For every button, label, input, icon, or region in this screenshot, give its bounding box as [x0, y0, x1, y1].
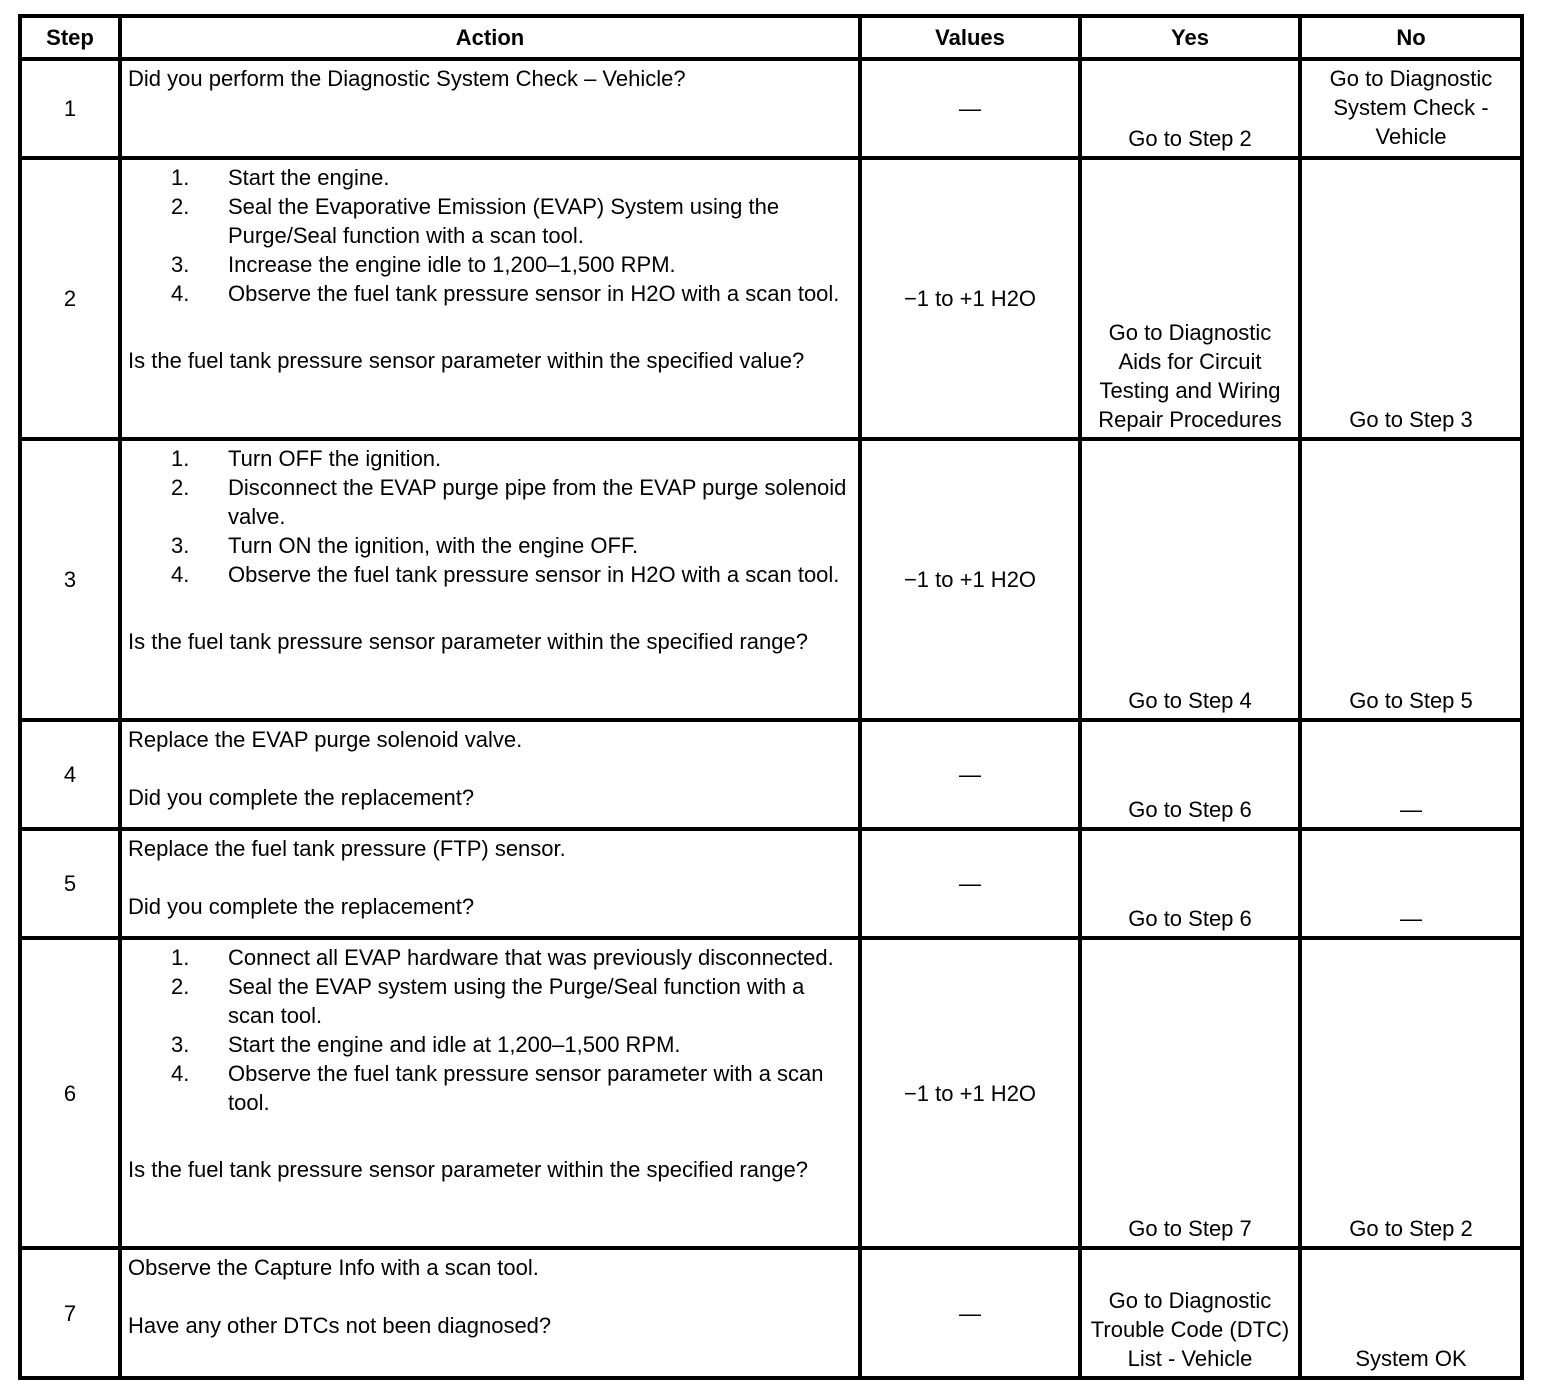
header-values: Values	[860, 16, 1080, 59]
header-step: Step	[20, 16, 120, 59]
action-list-item	[128, 531, 852, 560]
step-number: 7	[20, 1248, 120, 1378]
action-list-item	[128, 972, 852, 1030]
list-item-text: Connect all EVAP hardware that was previously disconnected.	[228, 945, 834, 970]
list-number	[128, 192, 228, 250]
spacer	[128, 863, 852, 892]
no-cell: —	[1300, 829, 1522, 938]
action-question: Have any other DTCs not been diagnosed?	[128, 1313, 552, 1338]
list-number-text: 3.	[171, 1032, 190, 1057]
action-list-item	[128, 250, 852, 279]
action-question: Is the fuel tank pressure sensor parameter within the specified range?	[128, 1157, 808, 1182]
action-intro: Replace the fuel tank pressure (FTP) sensor.	[128, 836, 566, 861]
list-number-text: 4.	[171, 562, 190, 587]
no-cell: System OK	[1300, 1248, 1522, 1378]
yes-cell: Go to Step 4	[1080, 439, 1300, 720]
step-number: 2	[20, 158, 120, 439]
values-cell: —	[860, 59, 1080, 158]
step-number: 1	[20, 59, 120, 158]
list-number	[128, 444, 228, 473]
no-cell: Go to Step 2	[1300, 938, 1522, 1248]
action-list-item	[128, 192, 852, 250]
action-cell	[120, 829, 860, 938]
action-cell	[120, 59, 860, 158]
action-cell	[120, 1248, 860, 1378]
header-no: No	[1300, 16, 1522, 59]
spacer	[128, 1117, 852, 1155]
step-number: 4	[20, 720, 120, 829]
yes-cell: Go to Step 6	[1080, 829, 1300, 938]
list-number-text: 2.	[171, 475, 190, 500]
list-number	[128, 972, 228, 1030]
table-row	[20, 59, 1522, 158]
values-cell: —	[860, 829, 1080, 938]
action-cell	[120, 439, 860, 720]
no-cell: Go to Step 3	[1300, 158, 1522, 439]
values-cell: −1 to +1 H2O	[860, 938, 1080, 1248]
action-question: Did you complete the replacement?	[128, 785, 475, 810]
step-number: 6	[20, 938, 120, 1248]
list-number-text: 2.	[171, 194, 190, 219]
spacer	[128, 308, 852, 346]
list-item-text: Observe the fuel tank pressure sensor in H2O with a scan tool.	[228, 562, 840, 587]
spacer	[128, 754, 852, 783]
list-item-text: Observe the fuel tank pressure sensor parameter with a scan tool.	[228, 1061, 824, 1115]
action-list-item	[128, 444, 852, 473]
table-body	[20, 59, 1522, 1378]
list-item-text: Start the engine and idle at 1,200–1,500 RPM.	[228, 1032, 681, 1057]
action-intro: Replace the EVAP purge solenoid valve.	[128, 727, 523, 752]
list-item-text: Observe the fuel tank pressure sensor in H2O with a scan tool.	[228, 281, 840, 306]
list-number	[128, 1030, 228, 1059]
yes-cell: Go to Step 7	[1080, 938, 1300, 1248]
table-row	[20, 1248, 1522, 1378]
table-row	[20, 829, 1522, 938]
action-cell	[120, 938, 860, 1248]
header-yes: Yes	[1080, 16, 1300, 59]
list-number	[128, 473, 228, 531]
spacer	[128, 589, 852, 627]
action-list-item	[128, 1059, 852, 1117]
list-number	[128, 943, 228, 972]
action-intro: Observe the Capture Info with a scan tool.	[128, 1255, 539, 1280]
values-cell: −1 to +1 H2O	[860, 439, 1080, 720]
step-number: 5	[20, 829, 120, 938]
table-row	[20, 720, 1522, 829]
list-number-text: 3.	[171, 533, 190, 558]
list-number-text: 1.	[171, 945, 190, 970]
step-number: 3	[20, 439, 120, 720]
list-number	[128, 531, 228, 560]
action-question: Is the fuel tank pressure sensor parameter within the specified range?	[128, 629, 808, 654]
list-item-text: Seal the EVAP system using the Purge/Seal function with a scan tool.	[228, 974, 805, 1028]
list-number	[128, 279, 228, 308]
action-list-item	[128, 560, 852, 589]
no-cell: —	[1300, 720, 1522, 829]
list-item-text: Disconnect the EVAP purge pipe from the EVAP purge solenoid valve.	[228, 475, 847, 529]
action-list-item	[128, 473, 852, 531]
list-item-text: Turn ON the ignition, with the engine OFF.	[228, 533, 639, 558]
action-question: Did you complete the replacement?	[128, 894, 475, 919]
action-list-item	[128, 279, 852, 308]
values-cell: −1 to +1 H2O	[860, 158, 1080, 439]
list-number-text: 1.	[171, 446, 190, 471]
yes-cell: Go to Diagnostic Trouble Code (DTC) List - Vehicle	[1080, 1248, 1300, 1378]
yes-cell: Go to Step 6	[1080, 720, 1300, 829]
no-cell: Go to Step 5	[1300, 439, 1522, 720]
list-number	[128, 560, 228, 589]
list-number	[128, 163, 228, 192]
table-row	[20, 439, 1522, 720]
table-row	[20, 158, 1522, 439]
list-number-text: 2.	[171, 974, 190, 999]
list-number	[128, 250, 228, 279]
yes-cell: Go to Diagnostic Aids for Circuit Testing and Wiring Repair Procedures	[1080, 158, 1300, 439]
yes-cell: Go to Step 2	[1080, 59, 1300, 158]
diagnostic-table	[18, 14, 1524, 1380]
action-cell	[120, 720, 860, 829]
action-question: Is the fuel tank pressure sensor parameter within the specified value?	[128, 348, 805, 373]
values-cell: —	[860, 720, 1080, 829]
list-item-text: Turn OFF the ignition.	[228, 446, 442, 471]
spacer	[128, 1282, 852, 1311]
values-cell: —	[860, 1248, 1080, 1378]
action-list-item	[128, 943, 852, 972]
action-list-item	[128, 1030, 852, 1059]
action-intro: Did you perform the Diagnostic System Check – Vehicle?	[128, 66, 686, 91]
list-item-text: Start the engine.	[228, 165, 390, 190]
no-cell: Go to Diagnostic System Check - Vehicle	[1300, 59, 1522, 158]
list-item-text: Seal the Evaporative Emission (EVAP) System using the Purge/Seal function with a scan tool.	[228, 194, 780, 248]
list-number	[128, 1059, 228, 1117]
table-row	[20, 938, 1522, 1248]
action-cell	[120, 158, 860, 439]
header-action: Action	[120, 16, 860, 59]
header-row	[20, 16, 1522, 59]
list-number-text: 4.	[171, 281, 190, 306]
action-list-item	[128, 163, 852, 192]
list-number-text: 3.	[171, 252, 190, 277]
list-number-text: 4.	[171, 1061, 190, 1086]
list-item-text: Increase the engine idle to 1,200–1,500 RPM.	[228, 252, 676, 277]
list-number-text: 1.	[171, 165, 190, 190]
